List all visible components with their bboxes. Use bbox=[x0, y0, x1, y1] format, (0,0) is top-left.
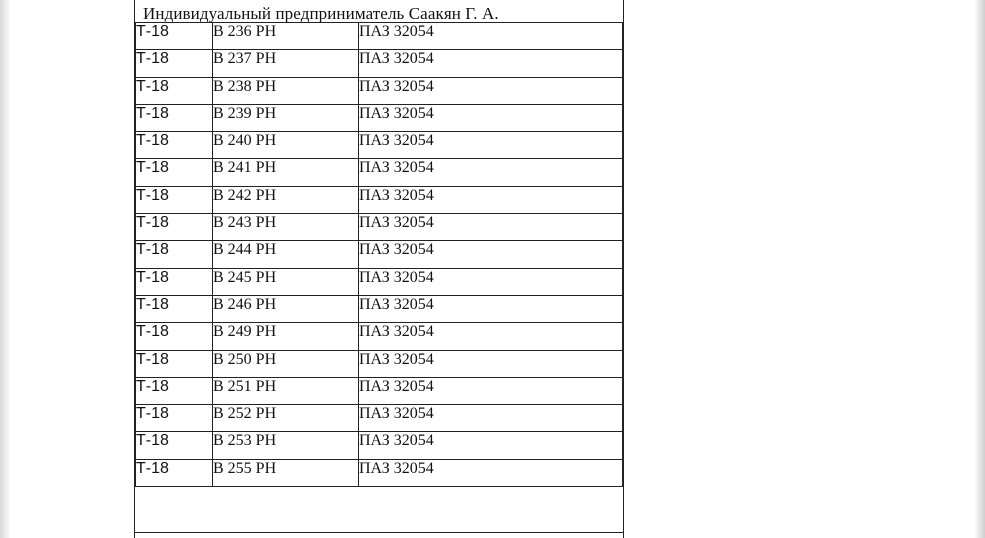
model-cell: ПАЗ 32054 bbox=[359, 186, 623, 213]
route-cell: Т-18 bbox=[136, 23, 213, 50]
model-cell: ПАЗ 32054 bbox=[359, 459, 623, 486]
route-cell: Т-18 bbox=[136, 104, 213, 131]
plate-cell: В 242 РН bbox=[213, 186, 359, 213]
route-cell: Т-18 bbox=[136, 214, 213, 241]
route-cell: Т-18 bbox=[136, 405, 213, 432]
model-cell: ПАЗ 32054 bbox=[359, 77, 623, 104]
document-header: Индивидуальный предприниматель Саакян Г. А. bbox=[143, 4, 499, 23]
plate-cell: В 238 РН bbox=[213, 77, 359, 104]
table-row bbox=[136, 50, 623, 77]
model-cell: ПАЗ 32054 bbox=[359, 104, 623, 131]
route-cell: Т-18 bbox=[136, 77, 213, 104]
table-row bbox=[136, 132, 623, 159]
plate-cell: В 236 РН bbox=[213, 23, 359, 50]
plate-cell: В 253 РН bbox=[213, 432, 359, 459]
table-row bbox=[136, 377, 623, 404]
route-cell: Т-18 bbox=[136, 132, 213, 159]
table-row bbox=[136, 241, 623, 268]
model-cell: ПАЗ 32054 bbox=[359, 350, 623, 377]
model-cell: ПАЗ 32054 bbox=[359, 268, 623, 295]
model-cell: ПАЗ 32054 bbox=[359, 132, 623, 159]
model-cell: ПАЗ 32054 bbox=[359, 377, 623, 404]
table-row bbox=[136, 23, 623, 50]
table-row bbox=[136, 186, 623, 213]
plate-cell: В 246 РН bbox=[213, 295, 359, 322]
plate-cell: В 243 РН bbox=[213, 214, 359, 241]
plate-cell: В 251 РН bbox=[213, 377, 359, 404]
table-row bbox=[136, 350, 623, 377]
plate-cell: В 241 РН bbox=[213, 159, 359, 186]
model-cell: ПАЗ 32054 bbox=[359, 295, 623, 322]
scan-edge-left bbox=[0, 0, 10, 538]
plate-cell: В 244 РН bbox=[213, 241, 359, 268]
route-cell: Т-18 bbox=[136, 241, 213, 268]
table-row bbox=[136, 214, 623, 241]
model-cell: ПАЗ 32054 bbox=[359, 214, 623, 241]
plate-cell: В 255 РН bbox=[213, 459, 359, 486]
table-row bbox=[136, 405, 623, 432]
plate-cell: В 240 РН bbox=[213, 132, 359, 159]
route-cell: Т-18 bbox=[136, 268, 213, 295]
plate-cell: В 239 РН bbox=[213, 104, 359, 131]
route-cell: Т-18 bbox=[136, 159, 213, 186]
route-cell: Т-18 bbox=[136, 295, 213, 322]
table-row bbox=[136, 432, 623, 459]
plate-cell: В 245 РН bbox=[213, 268, 359, 295]
vehicle-table bbox=[135, 22, 623, 487]
route-cell: Т-18 bbox=[136, 186, 213, 213]
model-cell: ПАЗ 32054 bbox=[359, 323, 623, 350]
route-cell: Т-18 bbox=[136, 323, 213, 350]
plate-cell: В 250 РН bbox=[213, 350, 359, 377]
table-row bbox=[136, 77, 623, 104]
model-cell: ПАЗ 32054 bbox=[359, 432, 623, 459]
route-cell: Т-18 bbox=[136, 459, 213, 486]
route-cell: Т-18 bbox=[136, 50, 213, 77]
route-cell: Т-18 bbox=[136, 432, 213, 459]
model-cell: ПАЗ 32054 bbox=[359, 50, 623, 77]
scan-edge-right bbox=[975, 0, 985, 538]
plate-cell: В 237 РН bbox=[213, 50, 359, 77]
table-row bbox=[136, 295, 623, 322]
table-row bbox=[136, 459, 623, 486]
model-cell: ПАЗ 32054 bbox=[359, 241, 623, 268]
plate-cell: В 249 РН bbox=[213, 323, 359, 350]
table-row bbox=[136, 323, 623, 350]
table-row bbox=[136, 159, 623, 186]
model-cell: ПАЗ 32054 bbox=[359, 159, 623, 186]
plate-cell: В 252 РН bbox=[213, 405, 359, 432]
model-cell: ПАЗ 32054 bbox=[359, 23, 623, 50]
document-page bbox=[134, 0, 624, 538]
route-cell: Т-18 bbox=[136, 350, 213, 377]
table-row bbox=[136, 268, 623, 295]
table-row bbox=[136, 104, 623, 131]
model-cell: ПАЗ 32054 bbox=[359, 405, 623, 432]
route-cell: Т-18 bbox=[136, 377, 213, 404]
table-continuation-line bbox=[135, 532, 623, 533]
